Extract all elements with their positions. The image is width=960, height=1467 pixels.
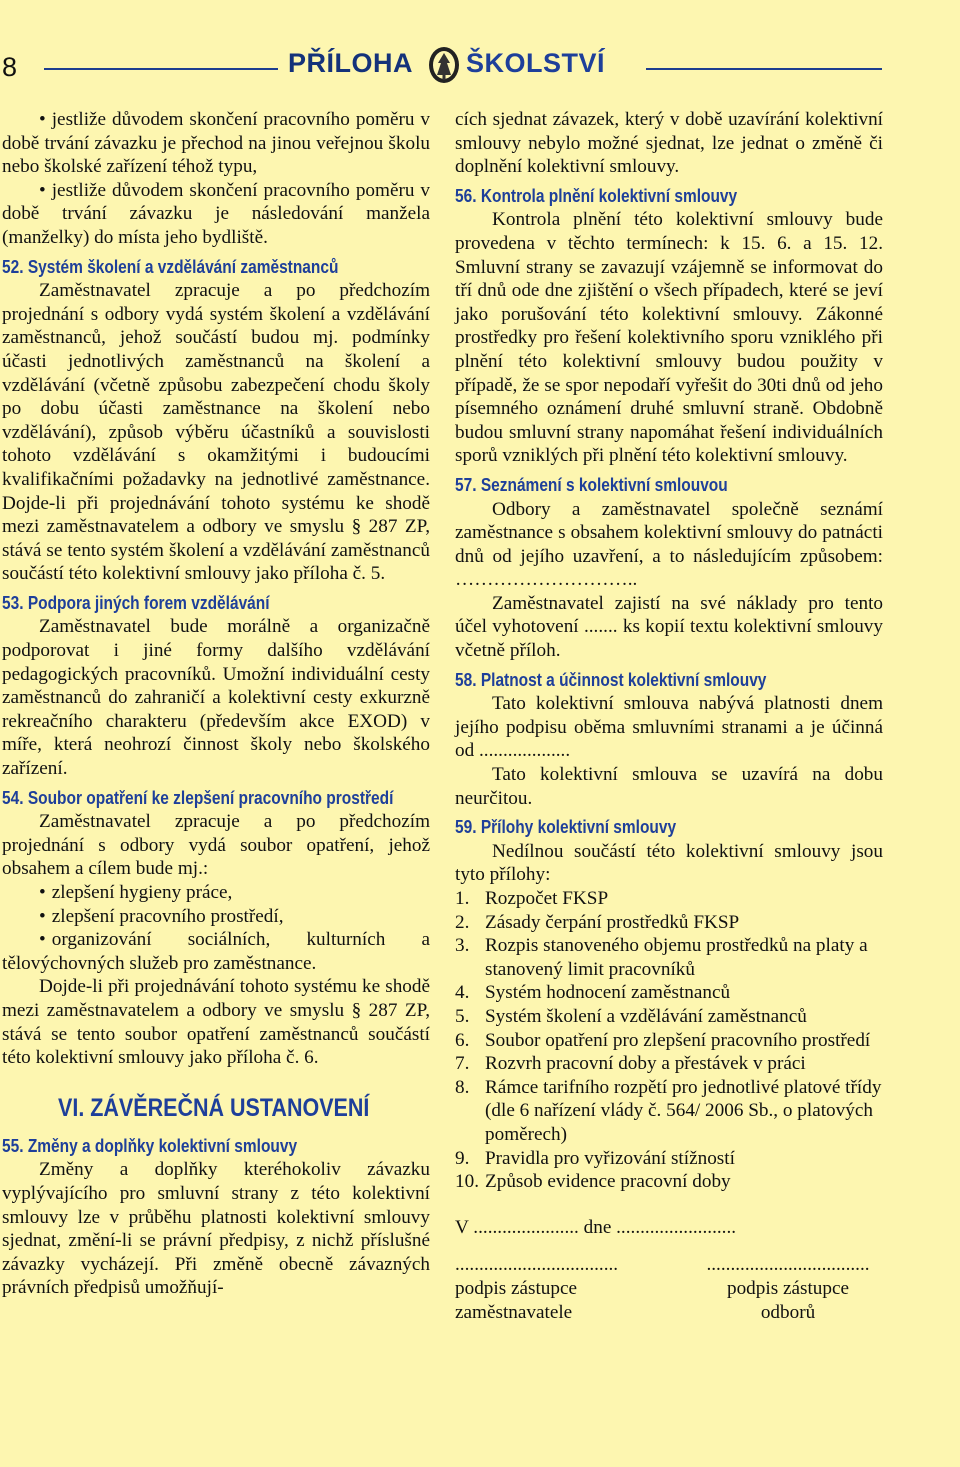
paragraph-57b: Zaměstnavatel zajistí na své náklady pro tento účel vyhotovení ....... ks kopií textu kolektivní smlouvy včetně příloh. — [455, 592, 883, 662]
page-header — [0, 40, 960, 100]
attachments-list — [455, 887, 883, 1194]
left-column — [2, 108, 430, 1300]
list-item: 9. Pravidla pro vyřizování stížností — [455, 1147, 735, 1169]
bullet-item: • organizování sociálních, kulturních a tělovýchovných služeb pro zaměstnance. — [2, 928, 430, 975]
paragraph-53: Zaměstnavatel bude morálně a organizačně podporovat i jiné formy dalšího vzdělávání pedagogických pracovníků. Umožní individuální cesty zaměstnanců do zahraničí a kolektivní cesty exkurzně rekreačního charakteru (především akce EXOD) v míře, která neohrozí činnost školy nebo školského zařízení. — [2, 616, 430, 780]
section-heading-58: 58. Platnost a účinnost kolektivní smlouvy — [455, 669, 767, 690]
section-heading-54: 54. Soubor opatření ke zlepšení pracovního prostředí — [2, 787, 394, 808]
section-heading-53: 53. Podpora jiných forem vzdělávání — [2, 592, 270, 613]
paragraph-54b: Dojde-li při projednávání tohoto systému ke shodě mezi zaměstnavatelem a odbory ve smyslu § 287 ZP, stává se tento soubor opatření zaměstnanců součástí této kolektivní smlouvy jako příloha č. 6. — [2, 976, 430, 1069]
header-rule-left — [44, 68, 278, 70]
section-heading-55: 55. Změny a doplňky kolektivní smlouvy — [2, 1135, 298, 1156]
header-title-priloha: PŘÍLOHA — [288, 48, 413, 78]
section-heading-57: 57. Seznámení s kolektivní smlouvou — [455, 474, 728, 495]
place-date-line: V ...................... dne ......................... — [455, 1216, 737, 1238]
section-heading-52: 52. Systém školení a vzdělávání zaměstnanců — [2, 256, 339, 277]
paragraph-54: Zaměstnavatel zpracuje a po předchozím projednání s odbory vydá soubor opatření, jehož obsahem a cílem bude mj.: — [2, 811, 430, 880]
bullet-item: • zlepšení pracovního prostředí, — [2, 905, 430, 929]
list-item: 1. Rozpočet FKSP — [455, 888, 609, 909]
header-rule-right — [646, 68, 882, 70]
section-heading-59: 59. Přílohy kolektivní smlouvy — [455, 817, 677, 838]
list-item: 6. Soubor opatření pro zlepšení pracovního prostředí — [455, 1029, 871, 1051]
publication-emblem-icon — [427, 45, 461, 85]
paragraph-58b: Tato kolektivní smlouva se uzavírá na dobu neurčitou. — [455, 764, 883, 809]
list-item: 2. Zásady čerpání prostředků FKSP — [455, 911, 740, 933]
paragraph-59: Nedílnou součástí této kolektivní smlouvy jsou tyto přílohy: — [455, 840, 883, 886]
paragraph-56: Kontrola plnění této kolektivní smlouvy bude provedena v těchto termínech: k 15. 6. a 15. 12. Smluvní strany se zavazují vzájemně se informovat do tří dnů ode dne zjištění o všech případech, které se jeví jako porušování této kolektivní smlouvy. Zákonné prostředky pro řešení kolektivního sporu vzniklého při plnění této kolektivní smlouvy budou použity v případě, že se spor nepodaří vyřešit do 30ti dnů od jeho písemného oznámení druhé smluvní straně. Obdobně budou smluvní strany napomáhat řešení individuálních sporů vzniklých při plnění této kolektivní smlouvy. — [455, 209, 883, 467]
paragraph-55-continued: cích sjednat závazek, který v době uzavírání kolektivní smlouvy nebylo možné sjednat, lze jednat o změně či doplnění kolektivní smlouvy. — [455, 109, 883, 178]
list-item: 4. Systém hodnocení zaměstnanců — [455, 982, 731, 1004]
list-item: 10. Způsob evidence pracovní doby — [455, 1171, 731, 1193]
bullet-item: • jestliže důvodem skončení pracovního poměru v době trvání závazku je přechod na jinou veřejnou školu nebo školské zařízení téhož typu, — [2, 108, 430, 179]
paragraph-58a: Tato kolektivní smlouva nabývá platnosti dnem jejího podpisu oběma smluvními stranami a je účinná od ................... — [455, 693, 883, 762]
list-item: 3. Rozpis stanoveného objemu prostředků na platy a stanovený limit pracovníků — [455, 935, 868, 980]
signature-employer: .................................. podpis zástupce zaměstnavatele — [455, 1254, 619, 1323]
chapter-heading-vi: VI. ZÁVĚREČNÁ USTANOVENÍ — [58, 1093, 370, 1122]
signature-block — [455, 1253, 883, 1324]
list-item: 8. Rámce tarifního rozpětí pro jednotlivé platové třídy (dle 6 nařízení vlády č. 564/ 2006 Sb., o platových poměrech) — [455, 1076, 882, 1145]
signature-union: .................................. podpis zástupce odborů — [706, 1254, 870, 1323]
bullet-item: • zlepšení hygieny práce, — [2, 881, 430, 905]
right-column — [455, 108, 883, 1324]
page-number: 8 — [2, 52, 18, 82]
paragraph-57a: Odbory a zaměstnavatel společně seznámí zaměstnance s obsahem kolektivní smlouvy do patnácti dnů od jejího uzavření, a to následujícím způsobem: ……………………….. — [455, 498, 883, 591]
bullet-item: • jestliže důvodem skončení pracovního poměru v době trvání závazku je následování manžela (manželky) do místa jeho bydliště. — [2, 179, 430, 250]
paragraph-55: Změny a doplňky kteréhokoliv závazku vyplývajícího pro smluvní strany z této kolektivní smlouvy lze v průběhu platnosti kolektivní smlouvy sjednat, změní-li se právní předpisy, z nichž příslušné závazky vycházejí. Při změně obecně závazných právních předpisů umožňují- — [2, 1159, 430, 1299]
section-heading-56: 56. Kontrola plnění kolektivní smlouvy — [455, 185, 738, 206]
list-item: 7. Rozvrh pracovní doby a přestávek v práci — [455, 1053, 806, 1075]
list-item: 5. Systém školení a vzdělávání zaměstnanců — [455, 1005, 807, 1027]
header-title-skolstvi: ŠKOLSTVÍ — [466, 48, 606, 78]
paragraph-52: Zaměstnavatel zpracuje a po předchozím projednání s odbory vydá systém školení a vzdělávání zaměstnanců, jehož součástí budou mj. podmínky účasti jednotlivých zaměstnanců na školení a vzdělávání (včetně způsobu zabezpečení chodu školy po dobu účasti zaměstnance na školení nebo vzdělávání), způsob výběru účastníků a souvislosti tohoto vzdělávání s okamžitými i budoucími kvalifikačními požadavky na jednotlivé zaměstnance. Dojde-li při projednávání tohoto systému ke shodě mezi zaměstnavatelem a odbory ve smyslu § 287 ZP, stává se tento systém školení a vzdělávání zaměstnanců součástí této kolektivní smlouvy jako příloha č. 5. — [2, 280, 430, 585]
